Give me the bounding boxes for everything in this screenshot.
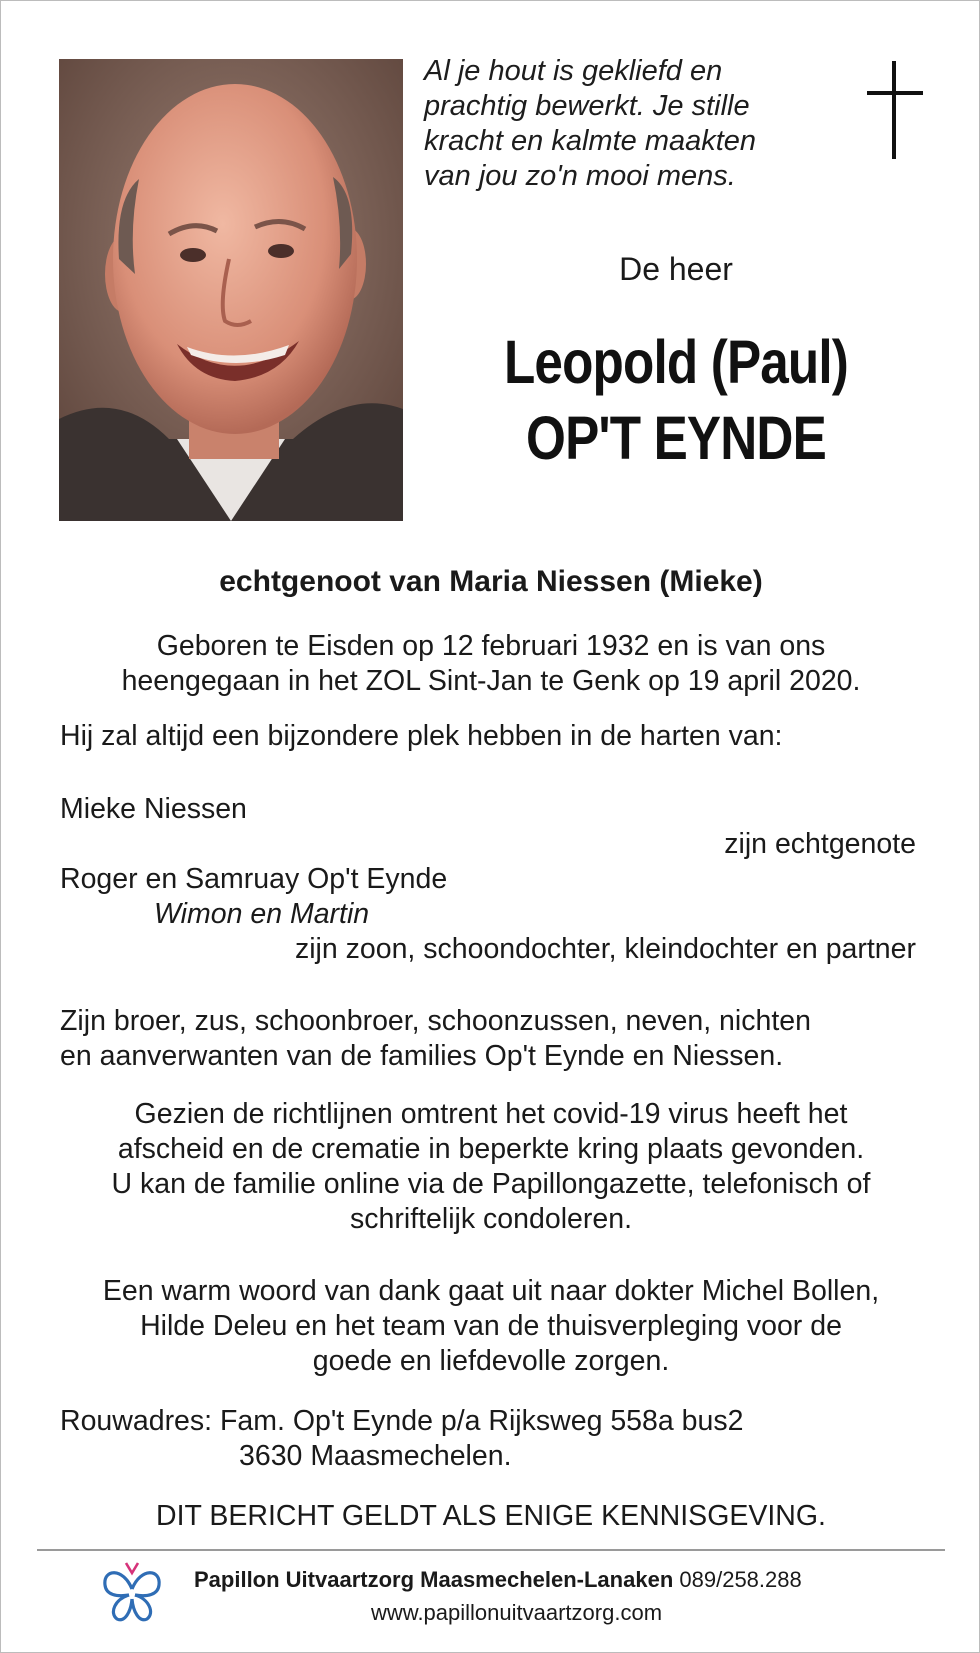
notice-line: DIT BERICHT GELDT ALS ENIGE KENNISGEVING. [156, 1500, 826, 1532]
covid-line: Gezien de richtlijnen omtrent het covid-19 virus heeft het [134, 1098, 848, 1130]
thanks-line: Een warm woord van dank gaat uit naar dokter Michel Bollen, [102, 1275, 880, 1307]
family-spouse-name: Mieke Niessen [60, 793, 247, 825]
covid-notice [1, 1097, 980, 1237]
spouse-line: echtgenoot van Maria Niessen (Mieke) [219, 565, 763, 598]
deceased-name [495, 324, 856, 476]
portrait-illustration [59, 59, 403, 521]
family-spouse-relation: zijn echtgenote [724, 828, 916, 860]
relatives-line: Zijn broer, zus, schoonbroer, schoonzussen, neven, nichten [60, 1005, 811, 1037]
covid-line: U kan de familie online via de Papillongazette, telefonisch of [111, 1168, 871, 1200]
firm-phone[interactable]: 089/258.288 [679, 1567, 802, 1592]
deceased-last-name: OP'T EYNDE [526, 404, 826, 472]
portrait-photo [59, 59, 403, 521]
family-grandchild: Wimon en Martin [154, 898, 370, 930]
address-line2: 3630 Maasmechelen. [239, 1440, 512, 1472]
birth-death-info [1, 629, 980, 699]
death-line: heengegaan in het ZOL Sint-Jan te Genk op 19 april 2020. [121, 665, 861, 697]
poem-line: prachtig bewerkt. Je stille [424, 90, 750, 122]
poem [424, 54, 804, 194]
family-son-relation: zijn zoon, schoondochter, kleindochter en partner [294, 933, 916, 965]
firm-name: Papillon Uitvaartzorg Maasmechelen-Lanaken [194, 1567, 674, 1592]
family-son-name: Roger en Samruay Op't Eynde [60, 863, 448, 895]
firm-website[interactable]: www.papillonuitvaartzorg.com [371, 1600, 663, 1625]
mourning-address [60, 1404, 940, 1474]
title-prefix: De heer [619, 251, 733, 287]
family-intro: Hij zal altijd een bijzondere plek hebben in de harten van: [60, 720, 783, 752]
covid-line: schriftelijk condoleren. [350, 1203, 632, 1235]
relatives-line: en aanverwanten van de families Op't Eynde en Niessen. [60, 1040, 784, 1072]
poem-line: Al je hout is gekliefd en [424, 55, 723, 87]
poem-line: kracht en kalmte maakten [424, 125, 757, 157]
address-line1: Rouwadres: Fam. Op't Eynde p/a Rijksweg 558a bus2 [60, 1405, 744, 1437]
thanks-line: goede en liefdevolle zorgen. [312, 1345, 670, 1377]
poem-line: van jou zo'n mooi mens. [424, 160, 736, 192]
cross-icon [867, 61, 923, 159]
thanks-note [1, 1274, 980, 1379]
footer-divider [37, 1549, 945, 1551]
deceased-first-name: Leopold (Paul) [503, 328, 849, 396]
butterfly-logo-icon [99, 1559, 165, 1625]
birth-line: Geboren te Eisden op 12 februari 1932 en is van ons [156, 630, 826, 662]
footer-firm-line [194, 1566, 802, 1594]
thanks-line: Hilde Deleu en het team van de thuisverpleging voor de [140, 1310, 842, 1342]
covid-line: afscheid en de crematie in beperkte kring plaats gevonden. [117, 1133, 865, 1165]
relatives [60, 1004, 940, 1074]
